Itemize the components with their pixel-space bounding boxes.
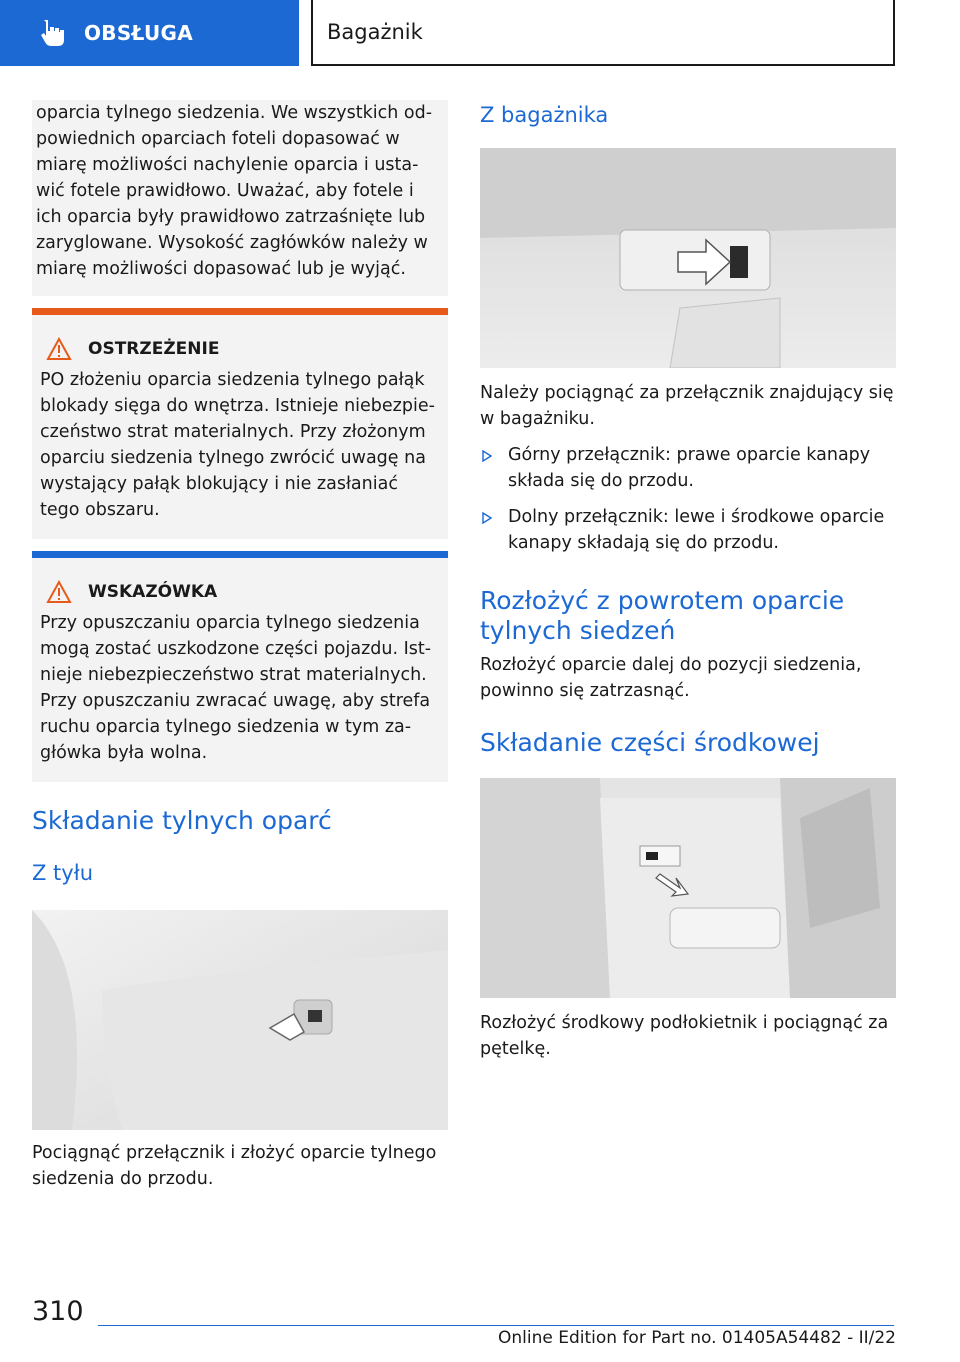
trunk-switch-photo bbox=[480, 148, 896, 368]
bullet-triangle-icon bbox=[482, 512, 492, 524]
chapter-title: Bagażnik bbox=[327, 20, 423, 44]
section-heading: Składanie tylnych oparć bbox=[32, 806, 332, 835]
list-item bbox=[480, 504, 896, 556]
left-column bbox=[32, 100, 448, 1192]
list-item-text: Górny przełącznik: prawe oparcie kanapy składa się do przodu. bbox=[508, 445, 871, 491]
continued-warning-box bbox=[32, 100, 448, 296]
sub-heading-trunk: Z bagażnika bbox=[480, 103, 609, 127]
section-tab[interactable] bbox=[0, 0, 299, 66]
chapter-header bbox=[311, 0, 895, 66]
trunk-switch-illustration bbox=[480, 148, 896, 368]
bullet-triangle-icon bbox=[482, 450, 492, 462]
warning-text: PO złożeniu oparcia siedzenia tylnego pałąk blokady sięga do wnętrza. Istnieje niebezpie‐czeństwo strat materialnych. Przy złożonym oparciu siedzenia tylnego zwrócić uwagę na wystający pałąk blokujący i nie zasłaniać tego obszaru. bbox=[40, 370, 435, 520]
note-title: WSKAZÓWKA bbox=[88, 582, 218, 602]
continued-text: oparcia tylnego siedzenia. We wszystkich od‐powiednich oparciach foteli dopasować w miarę możliwości nachylenie oparcia i usta‐wić fotele prawidłowo. Uważać, aby fotele i ich oparcia były prawidłowo zatrzaśnięte lub zaryglowane. Wysokość zagłówków należy w miarę możliwości dopasować lub je wyjąć. bbox=[36, 103, 433, 279]
center-heading: Składanie części środkowej bbox=[480, 728, 820, 757]
footer-rule bbox=[98, 1325, 894, 1326]
restore-text: Rozłożyć oparcie dalej do pozycji siedzenia, powinno się zatrzasnąć. bbox=[480, 655, 862, 701]
warning-triangle-icon bbox=[46, 337, 72, 361]
right-column bbox=[480, 100, 896, 1062]
rear-seat-illustration bbox=[32, 910, 448, 1130]
page-number: 310 bbox=[32, 1296, 84, 1327]
switch-list bbox=[480, 442, 896, 556]
trunk-intro: Należy pociągnąć za przełącznik znajdujący się w bagażniku. bbox=[480, 383, 894, 429]
list-item bbox=[480, 442, 896, 494]
center-armrest-photo bbox=[480, 778, 896, 998]
edition-text: Online Edition for Part no. 01405A54482 - II/22 bbox=[497, 1328, 896, 1348]
center-caption: Rozłożyć środkowy podłokietnik i pociągnąć za pętelkę. bbox=[480, 1013, 889, 1059]
list-item-text: Dolny przełącznik: lewe i środkowe oparcie kanapy składają się do przodu. bbox=[508, 507, 885, 553]
warning-box bbox=[32, 308, 448, 539]
center-armrest-illustration bbox=[480, 778, 896, 998]
note-triangle-icon bbox=[46, 580, 72, 604]
note-text: Przy opuszczaniu oparcia tylnego siedzenia mogą zostać uszkodzone części pojazdu. Ist‐nieje niebezpieczeństwo strat materialnych. Przy opuszczaniu zwracać uwagę, aby strefa ruchu oparcia tylnego siedzenia w tym za‐główka była wolna. bbox=[40, 613, 432, 763]
hand-pointer-icon bbox=[36, 16, 70, 50]
rear-caption: Pociągnąć przełącznik i złożyć oparcie tylnego siedzenia do przodu. bbox=[32, 1143, 437, 1189]
note-box bbox=[32, 551, 448, 782]
warning-title: OSTRZEŻENIE bbox=[88, 339, 220, 359]
rear-seat-photo bbox=[32, 910, 448, 1130]
section-label: OBSŁUGA bbox=[84, 21, 194, 45]
sub-heading-rear: Z tyłu bbox=[32, 861, 94, 885]
restore-heading: Rozłożyć z powrotem oparcie tylnych siedzeń bbox=[480, 586, 845, 645]
